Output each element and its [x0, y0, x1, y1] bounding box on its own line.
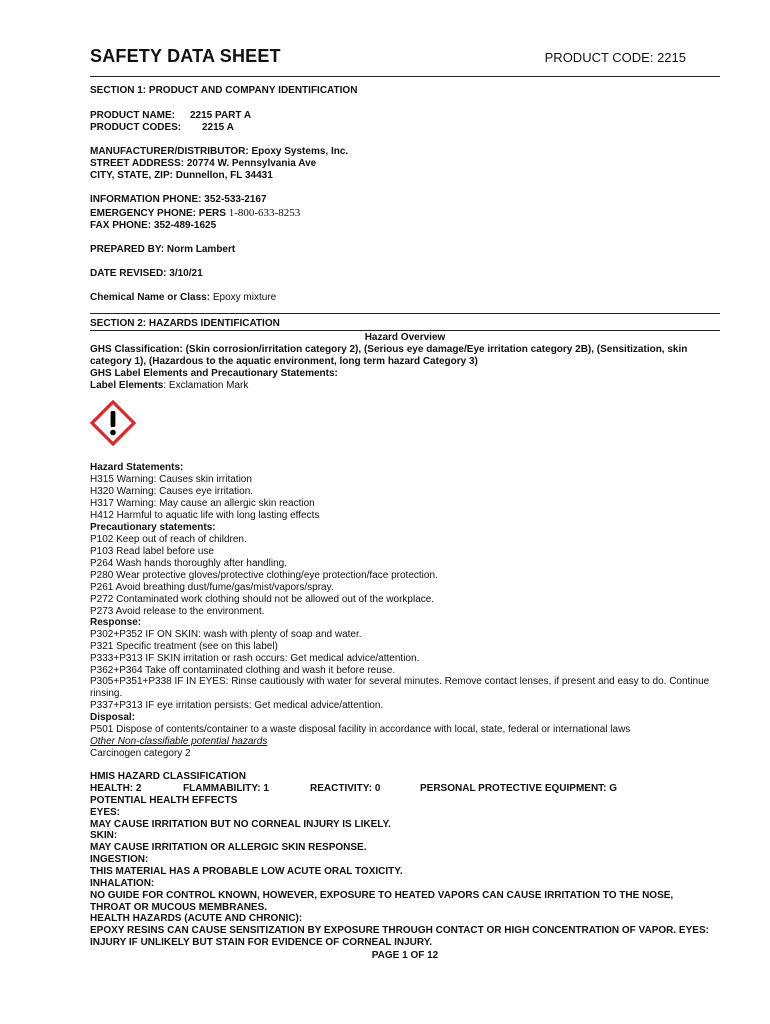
- label-elements: [90, 380, 248, 392]
- prepared-by: PREPARED BY: Norm Lambert: [90, 244, 236, 255]
- response-statement: rinsing.: [90, 688, 123, 699]
- ingestion-label: INGESTION:: [90, 854, 149, 865]
- hazard-overview: Hazard Overview: [364, 332, 446, 343]
- response-statement: P333+P313 IF SKIN irritation or rash occurs: Get medical advice/attention.: [90, 653, 420, 664]
- hmis-reactivity: REACTIVITY: 0: [310, 783, 381, 794]
- product-codes-label: PRODUCT CODES:: [90, 122, 182, 133]
- inhalation-label: INHALATION:: [90, 878, 155, 889]
- product-codes-value: 2215 A: [202, 122, 234, 133]
- fax-phone: FAX PHONE: 352-489-1625: [90, 220, 217, 231]
- response-statement: P362+P364 Take off contaminated clothing and wash it before reuse.: [90, 665, 396, 676]
- label-elements-label: Label Elements: [90, 380, 164, 391]
- ghs-classification-line2: category 1), (Hazardous to the aquatic environment, long term hazard Category 3): [90, 356, 478, 367]
- date-revised: DATE REVISED: 3/10/21: [90, 268, 203, 279]
- carcinogen-category: Carcinogen category 2: [90, 748, 191, 759]
- eyes-text: MAY CAUSE IRRITATION BUT NO CORNEAL INJURY IS LIKELY.: [90, 819, 391, 830]
- product-code: PRODUCT CODE: 2215: [544, 50, 686, 65]
- section1-heading: SECTION 1: PRODUCT AND COMPANY IDENTIFICATION: [90, 85, 358, 96]
- skin-label: SKIN:: [90, 830, 118, 841]
- emergency-phone: [90, 207, 300, 220]
- hazard-statement: H315 Warning: Causes skin irritation: [90, 474, 252, 485]
- product-name-label: PRODUCT NAME:: [90, 110, 175, 121]
- chemical-name: [90, 292, 276, 304]
- potential-health-effects: POTENTIAL HEALTH EFFECTS: [90, 795, 238, 806]
- response-statement: P305+P351+P338 IF IN EYES: Rinse cautiously with water for several minutes. Remove contact lenses, if present and easy to do. Continue: [90, 676, 710, 687]
- hmis-health: HEALTH: 2: [90, 783, 142, 794]
- header-divider: [90, 76, 720, 77]
- precautionary-statement: P280 Wear protective gloves/protective clothing/eye protection/face protection.: [90, 570, 438, 581]
- disposal-statement: P501 Dispose of contents/container to a waste disposal facility in accordance with local, state, federal or international laws: [90, 724, 631, 735]
- other-hazards-heading: Other Non-classifiable potential hazards: [90, 736, 268, 747]
- information-phone: INFORMATION PHONE: 352-533-2167: [90, 194, 267, 205]
- chemical-name-label: Chemical Name or Class:: [90, 292, 211, 303]
- document-header: [90, 46, 720, 74]
- health-hazards-text: INJURY IF UNLIKELY BUT STAIN FOR EVIDENCE OF CORNEAL INJURY.: [90, 937, 433, 948]
- eyes-label: EYES:: [90, 807, 121, 818]
- hmis-ppe: PERSONAL PROTECTIVE EQUIPMENT: G: [420, 783, 618, 794]
- disposal-heading: Disposal:: [90, 712, 136, 723]
- label-elements-value: : Exclamation Mark: [163, 380, 249, 391]
- emergency-phone-label: EMERGENCY PHONE: PERS: [90, 208, 229, 219]
- city-state-zip: CITY, STATE, ZIP: Dunnellon, FL 34431: [90, 170, 273, 181]
- precautionary-statement: P264 Wash hands thoroughly after handling.: [90, 558, 287, 569]
- precautionary-statement: P272 Contaminated work clothing should not be allowed out of the workplace.: [90, 594, 435, 605]
- health-hazards-label: HEALTH HAZARDS (ACUTE AND CHRONIC):: [90, 913, 303, 924]
- street-address: STREET ADDRESS: 20774 W. Pennsylvania Ave: [90, 158, 317, 169]
- response-heading: Response:: [90, 617, 142, 628]
- emergency-phone-number: 1-800-633-8253: [228, 207, 301, 219]
- ingestion-text: THIS MATERIAL HAS A PROBABLE LOW ACUTE ORAL TOXICITY.: [90, 866, 403, 877]
- section2-divider: [90, 313, 720, 314]
- chemical-name-value: Epoxy mixture: [210, 292, 277, 303]
- hazard-statement: H412 Harmful to aquatic life with long lasting effects: [90, 510, 320, 521]
- document-title: SAFETY DATA SHEET: [90, 46, 281, 66]
- page-number: PAGE 1 OF 12: [371, 950, 439, 961]
- hmis-heading: HMIS HAZARD CLASSIFICATION: [90, 771, 246, 782]
- hazard-statement: H320 Warning: Causes eye irritation.: [90, 486, 254, 497]
- response-statement: P302+P352 IF ON SKIN: wash with plenty of soap and water.: [90, 629, 362, 640]
- section2-heading-rule: [90, 330, 720, 331]
- manufacturer: MANUFACTURER/DISTRIBUTOR: Epoxy Systems, Inc.: [90, 146, 349, 157]
- skin-text: MAY CAUSE IRRITATION OR ALLERGIC SKIN RESPONSE.: [90, 842, 367, 853]
- hazard-statement: H317 Warning: May cause an allergic skin reaction: [90, 498, 315, 509]
- product-name-value: 2215 PART A: [190, 110, 252, 121]
- inhalation-text: THROAT OR MUCOUS MEMBRANES.: [90, 902, 268, 913]
- hazard-statements-heading: Hazard Statements:: [90, 462, 184, 473]
- inhalation-text: NO GUIDE FOR CONTROL KNOWN, HOWEVER, EXPOSURE TO HEATED VAPORS CAN CAUSE IRRITATION TO THE NOSE,: [90, 890, 674, 901]
- hmis-flammability: FLAMMABILITY: 1: [183, 783, 269, 794]
- precautionary-heading: Precautionary statements:: [90, 522, 216, 533]
- ghs-classification-line1: GHS Classification: (Skin corrosion/irritation category 2), (Serious eye damage/Eye irritation category 2B), (Sensitization, skin: [90, 344, 688, 355]
- precautionary-statement: P103 Read label before use: [90, 546, 214, 557]
- precautionary-statement: P102 Keep out of reach of children.: [90, 534, 247, 545]
- response-statement: P337+P313 IF eye irritation persists: Get medical advice/attention.: [90, 700, 384, 711]
- response-statement: P321 Specific treatment (see on this label): [90, 641, 278, 652]
- exclamation-mark-icon: [90, 400, 136, 446]
- section2-heading: SECTION 2: HAZARDS IDENTIFICATION: [90, 318, 280, 329]
- precautionary-statement: P261 Avoid breathing dust/fume/gas/mist/vapors/spray.: [90, 582, 334, 593]
- precautionary-statement: P273 Avoid release to the environment.: [90, 606, 265, 617]
- label-elements-heading: GHS Label Elements and Precautionary Statements:: [90, 368, 338, 379]
- health-hazards-text: EPOXY RESINS CAN CAUSE SENSITIZATION BY EXPOSURE THROUGH CONTACT OR HIGH CONCENTRATION OF VAPOR. EYES:: [90, 925, 709, 936]
